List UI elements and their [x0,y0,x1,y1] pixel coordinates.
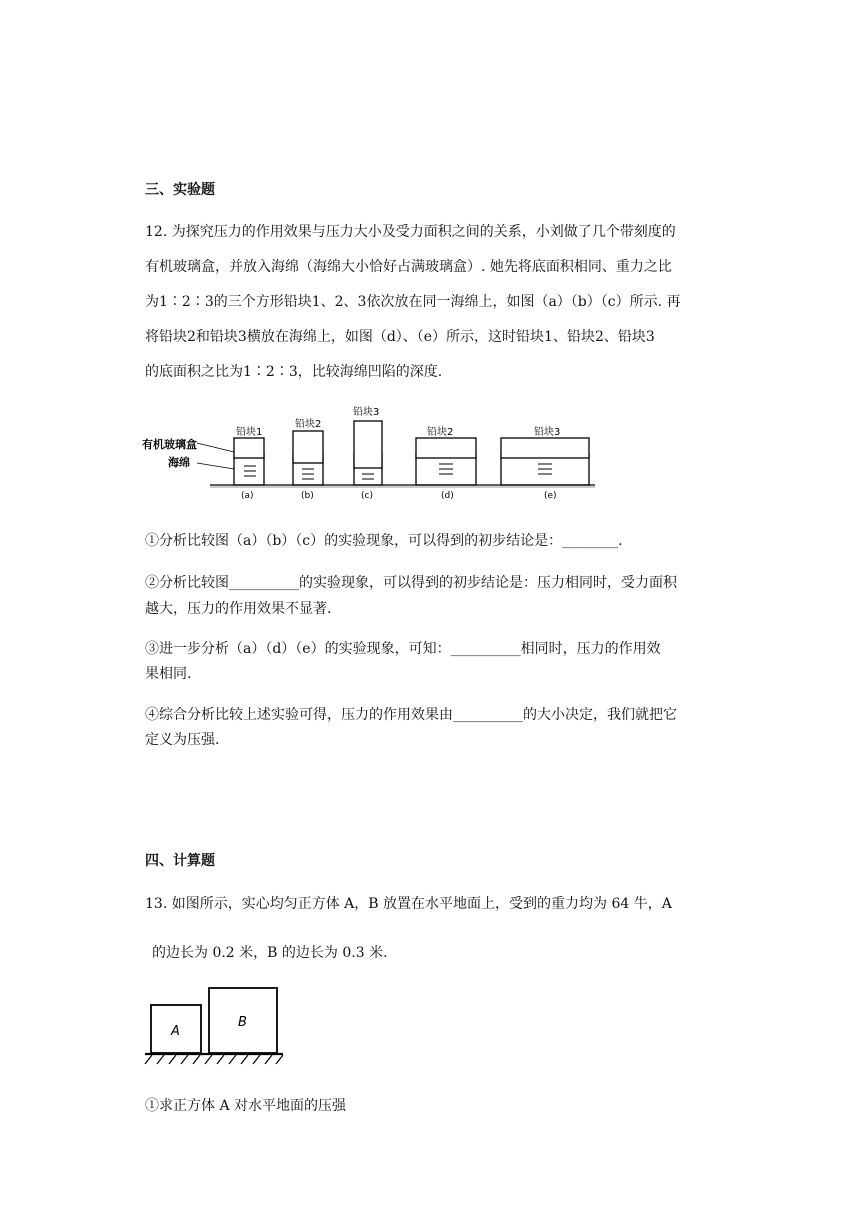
q12-line-1: 12. 为探究压力的作用效果与压力大小及受力面积之间的关系，小刘做了几个带刻度的 [145,224,676,240]
q12-sub4-line1: ④综合分析比较上述实验可得，压力的作用效果由__________的大小决定，我们就把它 [145,707,677,723]
q13-line-2: 的边长为 0.2 米，B 的边长为 0.3 米. [152,945,388,961]
q13-line-1: 13. 如图所示，实心均匀正方体 A，B 放置在水平地面上，受到的重力均为 64 牛，A [145,896,672,912]
q13-sub1: ①求正方体 A 对水平地面的压强 [145,1098,347,1114]
cubes-figure [140,980,290,1065]
caption-d: (d) [441,491,454,501]
lead-block-2-flat [416,438,476,458]
ground-hatching [145,1055,283,1064]
lead-block-3 [354,421,382,468]
lead-block-2 [293,431,323,463]
cube-a-label: A [171,1024,180,1039]
q12-line-2: 有机玻璃盒，并放入海绵（海绵大小恰好占满玻璃盒）. 她先将底面积相同、重力之比 [145,259,672,275]
caption-c: (c) [361,491,373,501]
label-glass-box: 有机玻璃盒 [142,438,197,451]
block-label-c: 铅块3 [353,407,380,418]
caption-a: (a) [241,491,254,501]
q12-sub3-line1: ③进一步分析（a）（d）（e）的实验现象，可知：__________相同时，压力的作用效 [145,641,661,657]
q12-sub4-line2: 定义为压强. [145,732,220,748]
block-label-e: 铅块3 [534,427,561,438]
lead-block-1 [234,438,264,458]
section-title-calculation: 四、计算题 [145,853,215,869]
block-label-d: 铅块2 [427,427,454,438]
q12-line-4: 将铅块2和铅块3横放在海绵上，如图（d）、（e）所示，这时铅块1、铅块2、铅块3 [145,329,655,345]
caption-b: (b) [301,491,314,501]
q12-line-5: 的底面积之比为1∶2∶3，比较海绵凹陷的深度. [145,364,443,380]
section-title-experiment: 三、实验题 [145,182,215,198]
q12-sub1: ①分析比较图（a）（b）（c）的实验现象，可以得到的初步结论是：________. [145,533,623,549]
q12-sub3-line2: 果相同. [145,666,192,682]
block-label-a: 铅块1 [236,427,263,438]
q12-sub2-line1: ②分析比较图__________的实验现象，可以得到的初步结论是：压力相同时，受力面积 [145,575,677,591]
sponge-experiment-figure [140,400,600,505]
q12-sub2-line2: 越大，压力的作用效果不显著. [145,601,332,617]
caption-e: (e) [544,491,557,501]
block-label-b: 铅块2 [295,419,322,430]
q12-line-3: 为1∶2∶3的三个方形铅块1、2、3依次放在同一海绵上，如图（a）（b）（c）所示. 再 [145,294,681,310]
cube-b-label: B [238,1015,247,1030]
label-sponge: 海绵 [168,456,190,469]
lead-block-3-flat [501,438,589,458]
